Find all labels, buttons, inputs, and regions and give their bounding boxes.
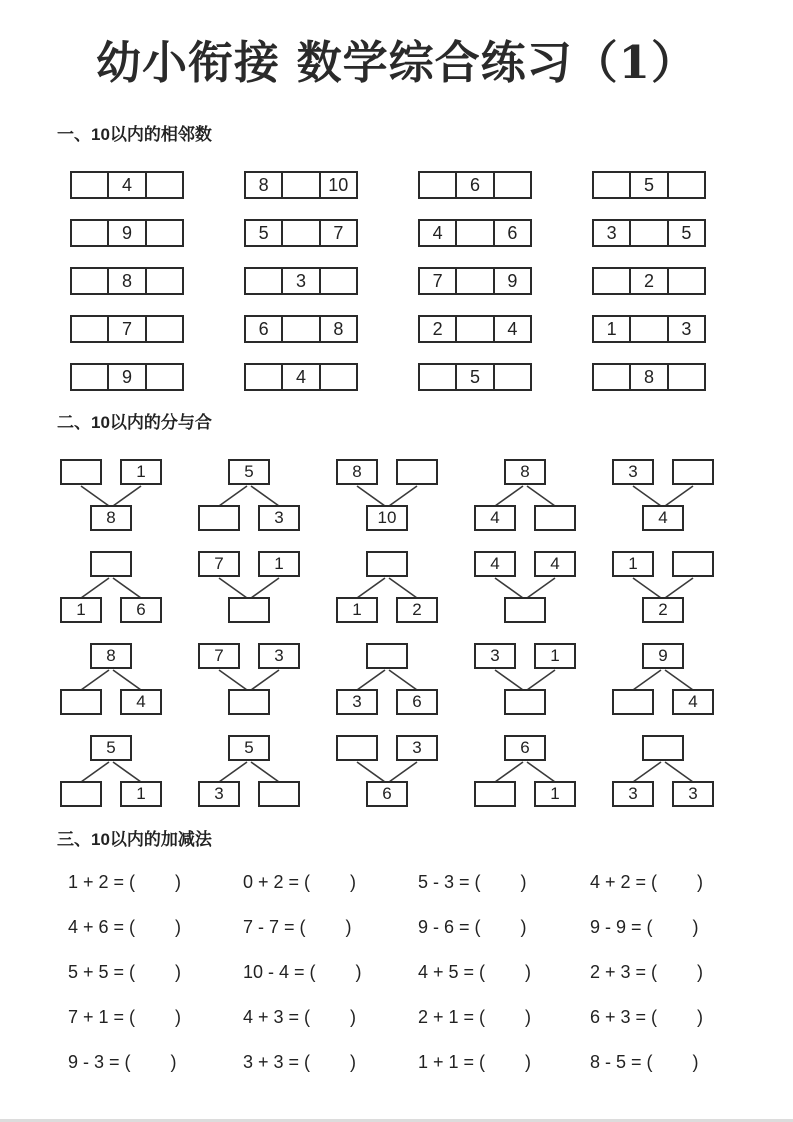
arithmetic-problem: 4 + 6 = ( ): [68, 917, 182, 937]
arithmetic-problem: 9 - 9 = ( ): [590, 917, 699, 937]
adjacent-number-strip: [70, 219, 184, 247]
neighbor-given-cell: 2: [629, 269, 666, 293]
bond-given-box: 8: [90, 643, 132, 669]
section-heading-adjacent-numbers: 一、10以内的相邻数: [57, 125, 212, 144]
neighbor-given-cell: 3: [281, 269, 318, 293]
arithmetic-problem: 4 + 5 = ( ): [418, 962, 532, 982]
neighbor-answer-cell[interactable]: [72, 221, 107, 245]
bond-answer-box[interactable]: [672, 459, 714, 485]
bond-given-box: 6: [396, 689, 438, 715]
number-bond: [188, 643, 310, 717]
neighbor-given-cell: 4: [107, 173, 144, 197]
neighbor-given-cell: 8: [319, 317, 356, 341]
number-bond: [188, 735, 310, 809]
neighbor-answer-cell[interactable]: [72, 173, 107, 197]
number-bond: [50, 735, 172, 809]
number-bond: [464, 551, 586, 625]
number-bond: [50, 459, 172, 533]
arithmetic-problem: 5 + 5 = ( ): [68, 962, 182, 982]
neighbor-given-cell: 7: [432, 270, 443, 291]
neighbor-answer-cell[interactable]: [493, 365, 530, 389]
bond-answer-box[interactable]: [642, 735, 684, 761]
arithmetic-problem: 8 - 5 = ( ): [590, 1052, 699, 1072]
arithmetic-problem: 5 - 3 = ( ): [418, 872, 527, 892]
adjacent-number-strip: [592, 219, 706, 247]
arithmetic-problem: 9 - 6 = ( ): [418, 917, 527, 937]
bond-given-box: 1: [60, 597, 102, 623]
neighbor-answer-cell[interactable]: [145, 317, 182, 341]
bond-given-box: 9: [642, 643, 684, 669]
arithmetic-grid: [68, 872, 793, 1072]
number-bond: [602, 551, 724, 625]
adjacent-number-strip: [592, 315, 706, 343]
bond-given-box: 1: [612, 551, 654, 577]
bond-given-box: 10: [366, 505, 408, 531]
adjacent-number-strip: [418, 267, 532, 295]
neighbor-given-cell: 9: [107, 221, 144, 245]
neighbor-answer-cell[interactable]: [629, 221, 666, 245]
bond-given-box: 6: [366, 781, 408, 807]
neighbor-given-cell: 5: [667, 221, 704, 245]
number-bond: [188, 551, 310, 625]
neighbor-given-cell: 2: [432, 318, 443, 339]
number-bond: [326, 459, 448, 533]
bond-given-box: 4: [534, 551, 576, 577]
neighbor-given-cell: 7: [107, 317, 144, 341]
neighbor-given-cell: 5: [258, 222, 269, 243]
neighbor-given-cell: 8: [629, 365, 666, 389]
adjacent-number-strip: [592, 267, 706, 295]
neighbor-answer-cell[interactable]: [145, 221, 182, 245]
neighbor-answer-cell[interactable]: [455, 317, 492, 341]
neighbor-answer-cell[interactable]: [667, 173, 704, 197]
neighbor-answer-cell[interactable]: [145, 269, 182, 293]
bond-answer-box[interactable]: [504, 689, 546, 715]
bond-answer-box[interactable]: [366, 551, 408, 577]
adjacent-numbers-grid: [70, 171, 793, 391]
neighbor-answer-cell[interactable]: [281, 317, 318, 341]
bond-answer-box[interactable]: [60, 781, 102, 807]
bond-given-box: 4: [474, 551, 516, 577]
bond-given-box: 7: [198, 551, 240, 577]
arithmetic-problem: 0 + 2 = ( ): [243, 872, 357, 892]
neighbor-answer-cell[interactable]: [72, 317, 107, 341]
bond-given-box: 4: [672, 689, 714, 715]
bond-given-box: 3: [612, 459, 654, 485]
number-bond: [464, 459, 586, 533]
bond-given-box: 5: [90, 735, 132, 761]
number-bond: [602, 643, 724, 717]
adjacent-number-strip: [70, 315, 184, 343]
number-bond: [326, 551, 448, 625]
arithmetic-problem: 4 + 2 = ( ): [590, 872, 704, 892]
bond-given-box: 3: [336, 689, 378, 715]
bond-given-box: 4: [120, 689, 162, 715]
number-bond: [464, 643, 586, 717]
number-bond: [188, 459, 310, 533]
neighbor-answer-cell[interactable]: [594, 269, 629, 293]
bond-given-box: 8: [90, 505, 132, 531]
bond-given-box: 7: [198, 643, 240, 669]
neighbor-answer-cell[interactable]: [246, 269, 281, 293]
neighbor-given-cell: 4: [432, 222, 443, 243]
adjacent-number-strip: [244, 363, 358, 391]
number-bond: [602, 735, 724, 809]
adjacent-number-strip: [244, 219, 358, 247]
adjacent-number-strip: [592, 363, 706, 391]
neighbor-given-cell: 3: [606, 222, 617, 243]
arithmetic-problem: 1 + 2 = ( ): [68, 872, 182, 892]
bond-given-box: 5: [228, 459, 270, 485]
adjacent-number-strip: [70, 267, 184, 295]
neighbor-given-cell: 6: [493, 221, 530, 245]
neighbor-given-cell: 3: [667, 317, 704, 341]
neighbor-answer-cell[interactable]: [319, 365, 356, 389]
adjacent-number-strip: [70, 363, 184, 391]
bond-answer-box[interactable]: [60, 689, 102, 715]
adjacent-number-strip: [244, 171, 358, 199]
bond-answer-box[interactable]: [228, 597, 270, 623]
bond-given-box: 2: [642, 597, 684, 623]
bond-given-box: 3: [612, 781, 654, 807]
bond-given-box: 3: [198, 781, 240, 807]
arithmetic-problem: 10 - 4 = ( ): [243, 962, 362, 982]
neighbor-given-cell: 10: [319, 173, 356, 197]
neighbor-answer-cell[interactable]: [281, 221, 318, 245]
section-heading-arithmetic: 三、10以内的加减法: [57, 830, 212, 849]
neighbor-given-cell: 7: [319, 221, 356, 245]
bond-answer-box[interactable]: [366, 643, 408, 669]
bond-answer-box[interactable]: [504, 597, 546, 623]
neighbor-answer-cell[interactable]: [667, 365, 704, 389]
bond-given-box: 8: [336, 459, 378, 485]
neighbor-given-cell: 9: [493, 269, 530, 293]
arithmetic-problem: 6 + 3 = ( ): [590, 1007, 704, 1027]
bond-answer-box[interactable]: [474, 781, 516, 807]
bond-answer-box[interactable]: [258, 781, 300, 807]
neighbor-given-cell: 4: [281, 365, 318, 389]
bond-given-box: 3: [396, 735, 438, 761]
bond-given-box: 3: [258, 505, 300, 531]
neighbor-given-cell: 6: [455, 173, 492, 197]
bond-answer-box[interactable]: [396, 459, 438, 485]
number-bond: [326, 643, 448, 717]
arithmetic-problem: 7 + 1 = ( ): [68, 1007, 182, 1027]
neighbor-answer-cell[interactable]: [420, 173, 455, 197]
neighbor-given-cell: 5: [455, 365, 492, 389]
number-bond: [602, 459, 724, 533]
bond-given-box: 1: [534, 781, 576, 807]
arithmetic-problem: 3 + 3 = ( ): [243, 1052, 357, 1072]
neighbor-answer-cell[interactable]: [72, 365, 107, 389]
arithmetic-problem: 2 + 1 = ( ): [418, 1007, 532, 1027]
bond-given-box: 3: [474, 643, 516, 669]
bond-answer-box[interactable]: [198, 505, 240, 531]
neighbor-given-cell: 8: [107, 269, 144, 293]
arithmetic-problem: 1 + 1 = ( ): [418, 1052, 532, 1072]
bond-answer-box[interactable]: [672, 551, 714, 577]
bond-given-box: 1: [120, 781, 162, 807]
neighbor-answer-cell[interactable]: [420, 365, 455, 389]
bond-given-box: 3: [258, 643, 300, 669]
bond-given-box: 8: [504, 459, 546, 485]
adjacent-number-strip: [418, 315, 532, 343]
neighbor-answer-cell[interactable]: [629, 317, 666, 341]
bond-answer-box[interactable]: [60, 459, 102, 485]
neighbor-given-cell: 9: [107, 365, 144, 389]
bond-given-box: 1: [534, 643, 576, 669]
bond-answer-box[interactable]: [228, 689, 270, 715]
bond-answer-box[interactable]: [534, 505, 576, 531]
neighbor-answer-cell[interactable]: [145, 173, 182, 197]
arithmetic-problem: 9 - 3 = ( ): [68, 1052, 177, 1072]
arithmetic-problem: 7 - 7 = ( ): [243, 917, 352, 937]
number-bond: [464, 735, 586, 809]
bond-given-box: 4: [642, 505, 684, 531]
number-bonds-grid: [50, 459, 793, 809]
bond-given-box: 2: [396, 597, 438, 623]
worksheet-title: 幼小衔接 数学综合练习（1）: [96, 36, 697, 89]
bond-given-box: 1: [120, 459, 162, 485]
number-bond: [50, 551, 172, 625]
adjacent-number-strip: [418, 171, 532, 199]
neighbor-given-cell: 6: [258, 318, 269, 339]
bond-given-box: 5: [228, 735, 270, 761]
bond-given-box: 6: [120, 597, 162, 623]
arithmetic-problem: 4 + 3 = ( ): [243, 1007, 357, 1027]
bond-given-box: 1: [336, 597, 378, 623]
neighbor-answer-cell[interactable]: [594, 173, 629, 197]
neighbor-answer-cell[interactable]: [72, 269, 107, 293]
adjacent-number-strip: [418, 363, 532, 391]
neighbor-answer-cell[interactable]: [667, 269, 704, 293]
bond-given-box: 3: [672, 781, 714, 807]
adjacent-number-strip: [244, 315, 358, 343]
neighbor-answer-cell[interactable]: [246, 365, 281, 389]
neighbor-answer-cell[interactable]: [281, 173, 318, 197]
adjacent-number-strip: [418, 219, 532, 247]
arithmetic-problem: 2 + 3 = ( ): [590, 962, 704, 982]
number-bond: [326, 735, 448, 809]
bond-given-box: 4: [474, 505, 516, 531]
adjacent-number-strip: [244, 267, 358, 295]
neighbor-answer-cell[interactable]: [145, 365, 182, 389]
adjacent-number-strip: [592, 171, 706, 199]
bond-answer-box[interactable]: [90, 551, 132, 577]
neighbor-answer-cell[interactable]: [319, 269, 356, 293]
number-bond: [50, 643, 172, 717]
neighbor-answer-cell[interactable]: [493, 173, 530, 197]
neighbor-answer-cell[interactable]: [455, 269, 492, 293]
neighbor-given-cell: 4: [493, 317, 530, 341]
neighbor-answer-cell[interactable]: [594, 365, 629, 389]
neighbor-given-cell: 8: [258, 174, 269, 195]
bond-answer-box[interactable]: [336, 735, 378, 761]
neighbor-answer-cell[interactable]: [455, 221, 492, 245]
adjacent-number-strip: [70, 171, 184, 199]
bond-answer-box[interactable]: [612, 689, 654, 715]
section-heading-number-bonds: 二、10以内的分与合: [57, 413, 212, 432]
neighbor-given-cell: 5: [629, 173, 666, 197]
bond-given-box: 6: [504, 735, 546, 761]
bond-given-box: 1: [258, 551, 300, 577]
neighbor-given-cell: 1: [606, 318, 617, 339]
